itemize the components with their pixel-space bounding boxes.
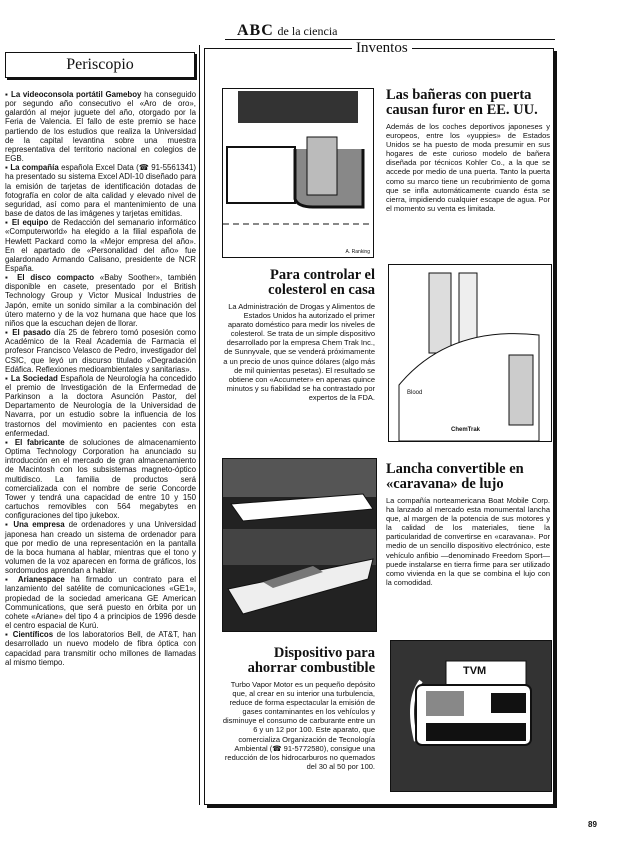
item-text: día 25 de febrero tomó posesión como Académico de la Real Academia de Farmacia el profesor Francisco Velasco de Pedro, investigador del CSIC, que leyó un discurso titulado «Degradación Edáfica. Reflexiones medioambientales y sanitarias». [5, 328, 196, 374]
periscopio-item [5, 218, 196, 273]
bullet-icon: ▪ [5, 90, 12, 99]
item-text: ha conseguido por segundo año consecutivo el «Aro de oro», galardón al mejor juguete del año, otorgado por la Feria de Valencia. El fallo de este premio se hace partiendo de los estudios que realiza la Universidad de la capital levantina sobre una muestra representativa del territorio nacional en colegios de EGB. [5, 90, 196, 164]
item-text: «Baby Soother», también disponible en casete, presentado por el British Technology Group y Victor Musical Industries de Japón, emite un sonido similar a la combinación del útero materno y de la voz humana que hace que los niños que la escuchan dejen de llorar. [5, 273, 196, 328]
body-combustible: Turbo Vapor Motor es un pequeño depósito que, al crear en su interior una turbulencia, reduce de forma espectacular la emisión de gases contaminantes en los vehículos y disminuye el consumo de carburante entre un 6 y un 12 por 100. Este aparato, que comercializa Organización de Tecnología Ambiental (☎ 91-5772580), consigue una reducción de los hidrocarburos no quemados del 30 al 50 por 100. [222, 680, 375, 771]
periscopio-column [5, 90, 196, 667]
body-banyeras: Además de los coches deportivos japoneses y europeos, entre los «yuppies» de Estados Unidos se ha puesto de moda presumir en sus hogares de este curioso modelo de bañera diseñada por técnicos Kohler Co., a la que se accede por medio de una puerta. Tanto la puerta como su marco tiene un recubrimiento de goma que se infla automáticamente cuando ésta se cierra, impidiendo cualquier escape de agua. Por el momento su venta es limitada. [386, 122, 550, 213]
item-lead: Una empresa [13, 520, 65, 530]
headline-lancha: Lancha convertible en «caravana» de lujo [386, 461, 524, 492]
item-text: ha firmado un contrato para el lanzamiento del satélite de comunicaciones «GE1», propiedad de la sociedad americana GE American Communications, que será puesto en órbita por un cohete «Ariane» del tipo 4 a principios de 1996 desde el centro espacial de Kurú. [5, 575, 196, 631]
item-lead: La compañía [10, 163, 59, 173]
fuel-device-illustration [391, 641, 551, 791]
periscopio-item [5, 575, 196, 630]
tvm-label: TVM [463, 665, 487, 677]
periscopio-item [5, 328, 196, 374]
bullet-icon: ▪ [5, 575, 18, 585]
item-text: de los laboratorios Bell, de AT&T, han desarrollado un nuevo modelo de fibra óptica con capacidad para transmitir ocho millones de llamadas al mismo tiempo. [5, 630, 196, 667]
item-text: de Redacción del semanario informático «Computerworld» ha elegido a la filial española de Hewlett Packard como la «Mejor empresa del año». En el apartado de «Personalidad del año» fue galardonado Armando Calisano, presidente de NCR España. [5, 218, 196, 273]
item-lead: Arianespace [17, 575, 65, 585]
periscopio-title: Periscopio [5, 52, 195, 78]
photo-label-chemtrak: ChemTrak [451, 427, 481, 433]
item-text: de ordenadores y una Universidad japonesa han creado un sistema de ordenador para que por medio de una representación en la pantalla de la boca humana al hablar, mientras que el tono y volumen de la voz aparecen en forma de gráficos, los sordomudos aprendan a hablar. [5, 520, 196, 576]
periscopio-item [5, 438, 196, 520]
bullet-icon: ▪ [5, 218, 12, 228]
periscopio-item [5, 90, 196, 163]
article-lancha [386, 462, 550, 587]
item-lead: La Sociedad [10, 373, 58, 383]
item-lead: El disco compacto [17, 273, 95, 283]
bathtub-illustration [223, 89, 373, 257]
bullet-icon: ▪ [5, 273, 18, 283]
section-name: de la ciencia [277, 24, 338, 38]
bullet-icon: ▪ [5, 437, 15, 447]
item-lead: El pasado [12, 328, 51, 338]
section-abc: ABC [237, 22, 274, 39]
item-text: Española de Neurología ha concedido el premio de Investigación de la Enfermedad de Parkinson a la doctora Asunción Pastor, del Departamento de Neurología de la Universidad de Navarra, por un estudio sobre la influencia de los trastornos del movimiento en pacientes con esta enfermedad. [5, 373, 196, 438]
bullet-icon: ▪ [5, 163, 11, 173]
photo-label-blood: Blood [407, 390, 423, 396]
bullet-icon: ▪ [5, 328, 13, 338]
bullet-icon: ▪ [5, 520, 14, 530]
inventos-title: Inventos [352, 40, 412, 57]
article-banyeras [386, 88, 550, 213]
boat-illustration [223, 459, 376, 631]
bullet-icon: ▪ [5, 630, 13, 640]
item-lead: Científicos [12, 630, 54, 640]
headline-combustible: Dispositivo para ahorrar combustible [247, 645, 375, 676]
cholesterol-device-illustration [389, 265, 551, 441]
photo-credit: A. Ranking [345, 249, 370, 255]
article-combustible [222, 646, 375, 771]
periscopio-item [5, 520, 196, 575]
item-text: española Excel Data (☎ 91-5561341) ha presentado su sistema Excel ADI-10 diseñado para la emisión de tarjetas de identificación dotadas de fotografía en color de alta calidad y elevado nivel de seguridad, así como para el mantenimiento de una base de datos de las imágenes y tarjetas emitidas. [5, 163, 196, 219]
periscopio-item [5, 630, 196, 667]
boat-photo [222, 458, 377, 632]
periscopio-item [5, 374, 196, 438]
item-lead: El fabricante [14, 437, 65, 447]
periscopio-item [5, 163, 196, 218]
article-colesterol [222, 268, 375, 402]
section-header [237, 22, 338, 40]
headline-colesterol: Para controlar el colesterol en casa [268, 267, 375, 298]
cholesterol-photo [388, 264, 552, 442]
item-lead: El equipo [11, 218, 49, 228]
periscopio-item [5, 273, 196, 328]
page-number: 89 [588, 820, 597, 829]
item-text: de soluciones de almacenamiento Optima Technology Corporation ha anunciado su introducción en el mercado de gran almacenamiento de Macintosh con los subsistemas magneto-óptico multidisco. La familia de productos será comercializada con el nombre de serie Concorde Tower y tendrá una capacidad de entre 10 y 150 cartuchos removibles con 564 megabytes en configuraciones del tipo jukebox. [5, 437, 196, 521]
bullet-icon: ▪ [5, 373, 11, 383]
bathtub-photo [222, 88, 374, 258]
headline-banyeras: Las bañeras con puerta causan furor en EE. UU. [386, 87, 538, 118]
item-lead: La videoconsola portátil Gameboy [11, 90, 142, 99]
body-lancha: La compañía norteamericana Boat Mobile Corp. ha lanzado al mercado esta monumental lancha que, al margen de la potencia de sus motores y la calidad de los materiales, tiene la particularidad de convertirse en «caravana». Por medio de un sencillo dispositivo electrónico, este vehículo anfibio —denominado Freedom Sport— puede instalarse en tierra firme para ser utilizado como vivienda en la que se combina el lujo con la comodidad. [386, 496, 550, 587]
fuel-device-photo [390, 640, 552, 792]
body-colesterol: La Administración de Drogas y Alimentos de Estados Unidos ha autorizado el primer aparato doméstico para medir los niveles de colesterol. Se trata de un simple dispositivo desarrollado por la empresa Chem Trak Inc., de Sunnyvale, que se venderá próximamente a un precio de unos quince dólares (algo más de mil quinientas pesetas). El resultado se obtiene con «Accumeter» en apenas quince minutos y su fiabilidad se ha contrastado por expertos de la FDA. [223, 302, 375, 402]
column-divider [199, 45, 200, 805]
